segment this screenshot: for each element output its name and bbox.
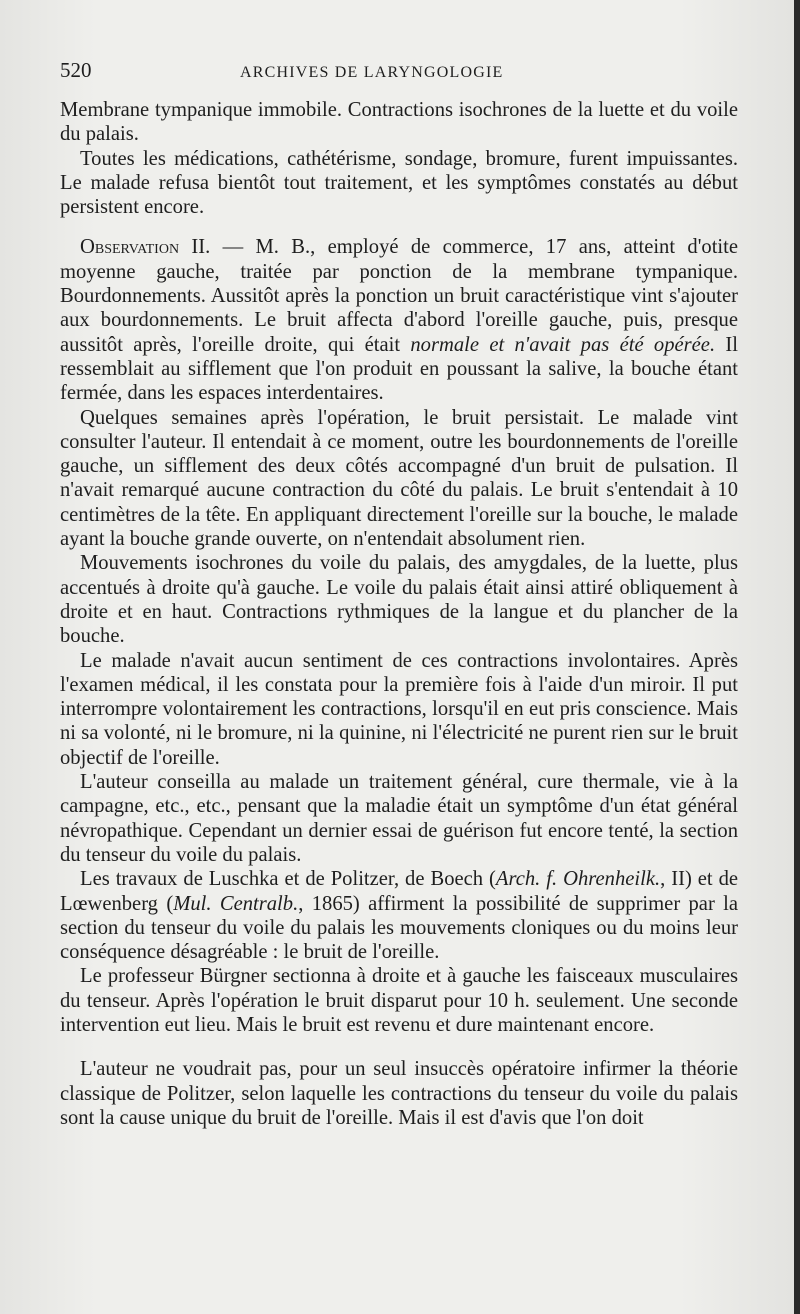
paragraph-observation-ii [60,235,738,405]
paragraph-5: Mouvements isochrones du voile du palais, des amygdales, de la luette, plus accentués à droite qu'à gauche. Le voile du palais était ainsi attiré obliquement à droite et en haut. Contractions rythmiques de la langue et du plancher de la bouche. [60,552,738,648]
p8-citation-1: Arch. f. Ohrenheilk. [495,868,661,891]
observation-text-1: — M. B., employé de commerce, 17 ans, atteint d'otite moyenne gauche, traitée par ponction de la membrane tympanique. Bourdonnements. Aussitôt après la ponction un bruit caractéristique vint s'ajouter aux bourdonnements. Le bruit affecta d'abord l'oreille gauche, puis, presque aussitôt après, l'oreille droite, qui était [60,236,739,356]
page-edge-shadow [794,0,800,1314]
p8-text-1: Les travaux de Luschka et de Politzer, de Boech ( [80,868,496,891]
p8-text-3: , 1865) affirment la possibilité de supprimer par la section du tenseur du voile du palais les mouvements cloniques ou du moins leur conséquence désagréable : le bruit de l'oreille. [60,892,739,964]
p8-citation-2: Mul. Centralb. [173,892,299,915]
observation-text-2: Il ressemblait au sifflement que l'on produit en poussant la salive, la bouche étant fermée, dans les espaces interdentaires. [60,333,738,405]
page-number: 520 [60,58,92,82]
paragraph-4: Quelques semaines après l'opération, le bruit persistait. Le malade vint consulter l'auteur. Il entendait à ce moment, outre les bourdonnements de l'oreille gauche, un sifflement des deux côtés accompagné d'un bruit de pulsation. Il n'avait remarqué aucune contraction du côté du palais. Le bruit s'entendait à 10 centimètres de la tête. En appliquant directement l'oreille sur la bouche, le malade ayant la bouche grande ouverte, on n'entendait absolument rien. [60,406,738,551]
paragraph-1: Membrane tympanique immobile. Contractions isochrones de la luette et du voile du palais. [60,99,738,146]
observation-label: Observation II. [80,236,211,259]
paragraph-2: Toutes les médications, cathétérisme, sondage, bromure, furent impuissantes. Le malade refusa bientôt tout traitement, et les symptômes constatés au début persistent encore. [60,147,738,219]
paragraph-9: Le professeur Bürgner sectionna à droite et à gauche les faisceaux musculaires du tenseur. Après l'opération le bruit disparut pour 10 h. seulement. Une seconde intervention eut lieu. Mais le bruit est revenu et dure maintenant encore. [60,965,738,1036]
journal-title: ARCHIVES DE LARYNGOLOGIE [240,64,504,81]
paragraph-8 [60,867,738,964]
p8-text-2: , II) et de Lœwenberg ( [60,868,739,915]
paragraph-7: L'auteur conseilla au malade un traitement général, cure thermale, vie à la campagne, etc., etc., pensant que la maladie était un symptôme d'un état général névropathique. Cependant un dernier essai de guérison fut encore tenté, la section du tenseur du voile du palais. [60,771,738,866]
paragraph-10: L'auteur ne voudrait pas, pour un seul insuccès opératoire infirmer la théorie classique de Politzer, selon laquelle les contractions du tenseur du voile du palais sont la cause unique du bruit de l'oreille. Mais il est d'avis que l'on doit [60,1058,738,1129]
paragraph-6: Le malade n'avait aucun sentiment de ces contractions involontaires. Après l'examen médical, il les constata pour la première fois à l'aide d'un miroir. Il put interrompre volontairement les contractions, lorsqu'il en eut pris conscience. Mais ni sa volonté, ni le bromure, ni la quinine, ni l'électricité ne purent rien sur le bruit objectif de l'oreille. [60,649,738,769]
observation-italic: normale et n'avait pas été opérée. [410,333,716,356]
running-head [60,58,738,92]
